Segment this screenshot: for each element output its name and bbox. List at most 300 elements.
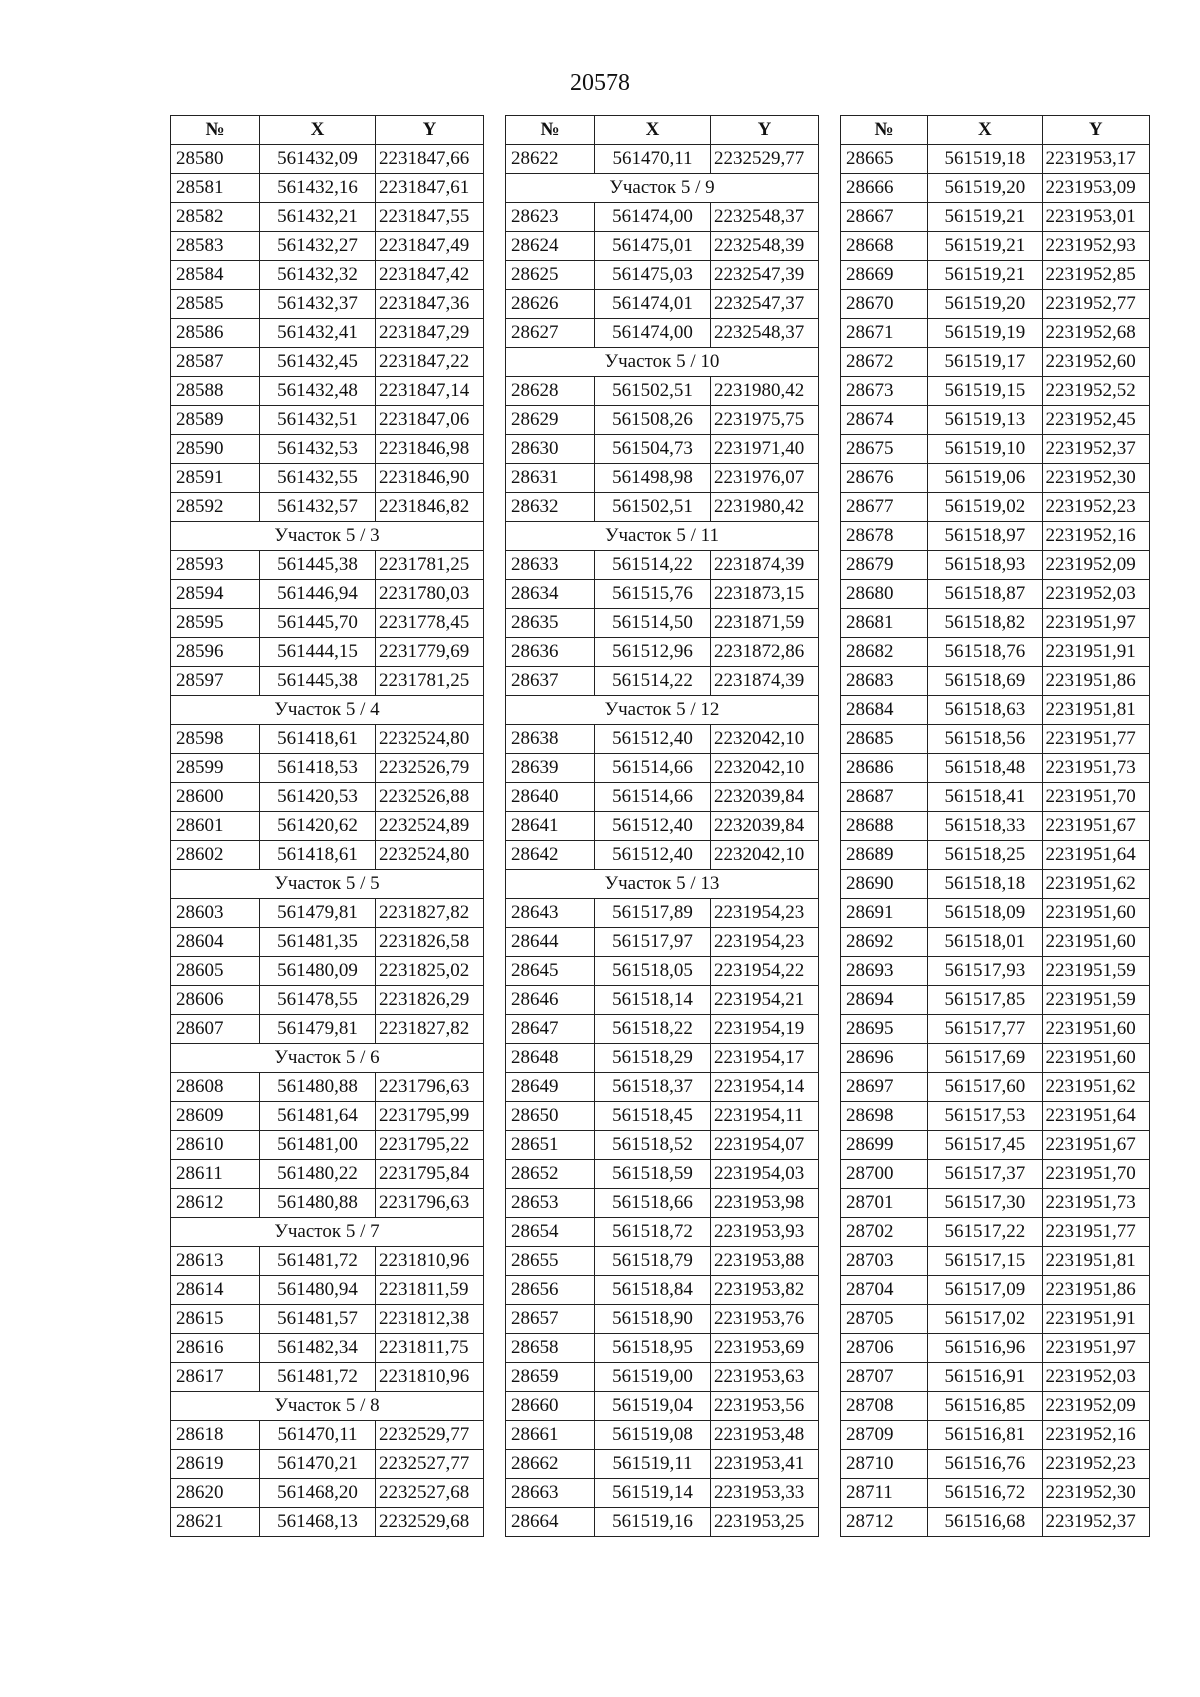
- point-number: 28670: [841, 290, 928, 319]
- y-coordinate: 2231811,75: [376, 1334, 484, 1363]
- section-label: Участок 5 / 12: [506, 696, 819, 725]
- y-coordinate: 2231951,70: [1042, 783, 1149, 812]
- x-coordinate: 561432,27: [260, 232, 376, 261]
- x-coordinate: 561515,76: [595, 580, 711, 609]
- x-coordinate: 561518,18: [928, 870, 1042, 899]
- point-number: 28710: [841, 1450, 928, 1479]
- point-number: 28688: [841, 812, 928, 841]
- header-x: X: [928, 116, 1042, 145]
- y-coordinate: 2231795,84: [376, 1160, 484, 1189]
- point-number: 28665: [841, 145, 928, 174]
- point-number: 28626: [506, 290, 595, 319]
- y-coordinate: 2231952,60: [1042, 348, 1149, 377]
- x-coordinate: 561517,45: [928, 1131, 1042, 1160]
- table-row: [506, 1160, 819, 1189]
- y-coordinate: 2231796,63: [376, 1189, 484, 1218]
- table-row: [171, 1450, 484, 1479]
- x-coordinate: 561518,97: [928, 522, 1042, 551]
- point-number: 28674: [841, 406, 928, 435]
- table-row: [841, 696, 1150, 725]
- point-number: 28622: [506, 145, 595, 174]
- y-coordinate: 2232529,77: [711, 145, 819, 174]
- table-row: [841, 493, 1150, 522]
- table-row: [171, 203, 484, 232]
- table-row: [841, 551, 1150, 580]
- table-row: [506, 1363, 819, 1392]
- y-coordinate: 2231847,22: [376, 348, 484, 377]
- y-coordinate: 2231810,96: [376, 1363, 484, 1392]
- table-row: [171, 841, 484, 870]
- table-row: [171, 1508, 484, 1537]
- x-coordinate: 561432,57: [260, 493, 376, 522]
- y-coordinate: 2231951,64: [1042, 1102, 1149, 1131]
- x-coordinate: 561481,64: [260, 1102, 376, 1131]
- table-row: [841, 1508, 1150, 1537]
- x-coordinate: 561517,97: [595, 928, 711, 957]
- y-coordinate: 2231953,93: [711, 1218, 819, 1247]
- y-coordinate: 2231827,82: [376, 899, 484, 928]
- section-label: Участок 5 / 13: [506, 870, 819, 899]
- point-number: 28623: [506, 203, 595, 232]
- point-number: 28663: [506, 1479, 595, 1508]
- x-coordinate: 561445,38: [260, 667, 376, 696]
- y-coordinate: 2231951,60: [1042, 928, 1149, 957]
- x-coordinate: 561517,30: [928, 1189, 1042, 1218]
- x-coordinate: 561518,59: [595, 1160, 711, 1189]
- table-row: [171, 1276, 484, 1305]
- point-number: 28679: [841, 551, 928, 580]
- y-coordinate: 2231951,64: [1042, 841, 1149, 870]
- table-row: [841, 1044, 1150, 1073]
- table-row: [841, 522, 1150, 551]
- point-number: 28608: [171, 1073, 260, 1102]
- x-coordinate: 561516,81: [928, 1421, 1042, 1450]
- point-number: 28695: [841, 1015, 928, 1044]
- y-coordinate: 2231951,97: [1042, 1334, 1149, 1363]
- y-coordinate: 2231980,42: [711, 377, 819, 406]
- x-coordinate: 561518,22: [595, 1015, 711, 1044]
- table-row: [171, 493, 484, 522]
- x-coordinate: 561512,96: [595, 638, 711, 667]
- x-coordinate: 561519,08: [595, 1421, 711, 1450]
- y-coordinate: 2231952,03: [1042, 1363, 1149, 1392]
- table-row: [841, 1189, 1150, 1218]
- y-coordinate: 2231951,73: [1042, 754, 1149, 783]
- table-row: [841, 290, 1150, 319]
- point-number: 28711: [841, 1479, 928, 1508]
- table-row: [506, 609, 819, 638]
- y-coordinate: 2231953,88: [711, 1247, 819, 1276]
- table-row: [171, 1160, 484, 1189]
- table-row: [506, 1276, 819, 1305]
- x-coordinate: 561519,20: [928, 174, 1042, 203]
- section-row: [506, 522, 819, 551]
- x-coordinate: 561518,79: [595, 1247, 711, 1276]
- point-number: 28631: [506, 464, 595, 493]
- x-coordinate: 561514,66: [595, 754, 711, 783]
- table-row: [841, 435, 1150, 464]
- header-x: X: [595, 116, 711, 145]
- section-label: Участок 5 / 8: [171, 1392, 484, 1421]
- table-row: [171, 1189, 484, 1218]
- section-row: [506, 696, 819, 725]
- y-coordinate: 2232547,39: [711, 261, 819, 290]
- y-coordinate: 2232524,80: [376, 841, 484, 870]
- point-number: 28638: [506, 725, 595, 754]
- y-coordinate: 2231847,66: [376, 145, 484, 174]
- point-number: 28675: [841, 435, 928, 464]
- x-coordinate: 561481,35: [260, 928, 376, 957]
- x-coordinate: 561512,40: [595, 812, 711, 841]
- x-coordinate: 561444,15: [260, 638, 376, 667]
- point-number: 28592: [171, 493, 260, 522]
- x-coordinate: 561475,03: [595, 261, 711, 290]
- y-coordinate: 2231874,39: [711, 667, 819, 696]
- x-coordinate: 561480,94: [260, 1276, 376, 1305]
- point-number: 28634: [506, 580, 595, 609]
- table-row: [506, 1450, 819, 1479]
- y-coordinate: 2231826,29: [376, 986, 484, 1015]
- x-coordinate: 561519,06: [928, 464, 1042, 493]
- x-coordinate: 561517,93: [928, 957, 1042, 986]
- point-number: 28658: [506, 1334, 595, 1363]
- x-coordinate: 561432,09: [260, 145, 376, 174]
- point-number: 28633: [506, 551, 595, 580]
- x-coordinate: 561479,81: [260, 899, 376, 928]
- table-row: [171, 957, 484, 986]
- x-coordinate: 561519,04: [595, 1392, 711, 1421]
- point-number: 28701: [841, 1189, 928, 1218]
- x-coordinate: 561480,09: [260, 957, 376, 986]
- x-coordinate: 561502,51: [595, 377, 711, 406]
- table-row: [841, 870, 1150, 899]
- coord-table-2: [505, 115, 819, 1537]
- y-coordinate: 2232524,80: [376, 725, 484, 754]
- point-number: 28699: [841, 1131, 928, 1160]
- y-coordinate: 2232039,84: [711, 812, 819, 841]
- x-coordinate: 561512,40: [595, 841, 711, 870]
- y-coordinate: 2231952,45: [1042, 406, 1149, 435]
- x-coordinate: 561470,11: [260, 1421, 376, 1450]
- x-coordinate: 561432,45: [260, 348, 376, 377]
- table-row: [171, 609, 484, 638]
- point-number: 28686: [841, 754, 928, 783]
- table-row: [171, 1305, 484, 1334]
- table-row: [171, 551, 484, 580]
- y-coordinate: 2231951,70: [1042, 1160, 1149, 1189]
- point-number: 28700: [841, 1160, 928, 1189]
- table-row: [841, 1247, 1150, 1276]
- section-label: Участок 5 / 6: [171, 1044, 484, 1073]
- x-coordinate: 561480,22: [260, 1160, 376, 1189]
- y-coordinate: 2231951,62: [1042, 1073, 1149, 1102]
- point-number: 28589: [171, 406, 260, 435]
- table-row: [841, 174, 1150, 203]
- table-row: [841, 638, 1150, 667]
- point-number: 28689: [841, 841, 928, 870]
- table-row: [841, 261, 1150, 290]
- point-number: 28598: [171, 725, 260, 754]
- table-row: [506, 551, 819, 580]
- point-number: 28604: [171, 928, 260, 957]
- section-label: Участок 5 / 7: [171, 1218, 484, 1247]
- y-coordinate: 2231952,30: [1042, 464, 1149, 493]
- point-number: 28610: [171, 1131, 260, 1160]
- y-coordinate: 2231951,59: [1042, 957, 1149, 986]
- x-coordinate: 561518,82: [928, 609, 1042, 638]
- table-row: [171, 928, 484, 957]
- x-coordinate: 561518,66: [595, 1189, 711, 1218]
- y-coordinate: 2231975,75: [711, 406, 819, 435]
- point-number: 28637: [506, 667, 595, 696]
- y-coordinate: 2231953,33: [711, 1479, 819, 1508]
- x-coordinate: 561517,02: [928, 1305, 1042, 1334]
- x-coordinate: 561418,61: [260, 841, 376, 870]
- point-number: 28629: [506, 406, 595, 435]
- y-coordinate: 2231954,21: [711, 986, 819, 1015]
- point-number: 28651: [506, 1131, 595, 1160]
- y-coordinate: 2231951,97: [1042, 609, 1149, 638]
- x-coordinate: 561432,32: [260, 261, 376, 290]
- table-row: [171, 435, 484, 464]
- point-number: 28692: [841, 928, 928, 957]
- y-coordinate: 2231811,59: [376, 1276, 484, 1305]
- header-row: [841, 116, 1150, 145]
- table-row: [506, 1044, 819, 1073]
- point-number: 28621: [171, 1508, 260, 1537]
- section-row: [171, 1218, 484, 1247]
- x-coordinate: 561518,76: [928, 638, 1042, 667]
- point-number: 28678: [841, 522, 928, 551]
- x-coordinate: 561517,53: [928, 1102, 1042, 1131]
- y-coordinate: 2231953,01: [1042, 203, 1149, 232]
- point-number: 28704: [841, 1276, 928, 1305]
- point-number: 28630: [506, 435, 595, 464]
- table-row: [841, 1305, 1150, 1334]
- x-coordinate: 561432,37: [260, 290, 376, 319]
- y-coordinate: 2231953,63: [711, 1363, 819, 1392]
- point-number: 28639: [506, 754, 595, 783]
- table-row: [506, 1305, 819, 1334]
- table-row: [506, 145, 819, 174]
- point-number: 28661: [506, 1421, 595, 1450]
- point-number: 28671: [841, 319, 928, 348]
- x-coordinate: 561518,05: [595, 957, 711, 986]
- table-row: [506, 1247, 819, 1276]
- point-number: 28664: [506, 1508, 595, 1537]
- table-row: [841, 145, 1150, 174]
- table-row: [506, 203, 819, 232]
- y-coordinate: 2231952,16: [1042, 1421, 1149, 1450]
- x-coordinate: 561519,02: [928, 493, 1042, 522]
- section-row: [171, 1044, 484, 1073]
- table-row: [841, 928, 1150, 957]
- x-coordinate: 561432,41: [260, 319, 376, 348]
- x-coordinate: 561514,22: [595, 667, 711, 696]
- table-row: [171, 725, 484, 754]
- x-coordinate: 561482,34: [260, 1334, 376, 1363]
- y-coordinate: 2231953,82: [711, 1276, 819, 1305]
- table-row: [506, 1334, 819, 1363]
- x-coordinate: 561481,72: [260, 1363, 376, 1392]
- coord-table-3: [840, 115, 1150, 1537]
- y-coordinate: 2231952,23: [1042, 1450, 1149, 1479]
- point-number: 28640: [506, 783, 595, 812]
- point-number: 28648: [506, 1044, 595, 1073]
- table-row: [841, 1479, 1150, 1508]
- table-row: [841, 1218, 1150, 1247]
- section-row: [171, 696, 484, 725]
- point-number: 28660: [506, 1392, 595, 1421]
- point-number: 28647: [506, 1015, 595, 1044]
- point-number: 28653: [506, 1189, 595, 1218]
- point-number: 28597: [171, 667, 260, 696]
- y-coordinate: 2232526,79: [376, 754, 484, 783]
- table-row: [841, 377, 1150, 406]
- x-coordinate: 561517,85: [928, 986, 1042, 1015]
- x-coordinate: 561518,90: [595, 1305, 711, 1334]
- x-coordinate: 561517,77: [928, 1015, 1042, 1044]
- table-row: [506, 1218, 819, 1247]
- table-row: [171, 348, 484, 377]
- section-row: [506, 348, 819, 377]
- table-row: [171, 986, 484, 1015]
- x-coordinate: 561518,52: [595, 1131, 711, 1160]
- y-coordinate: 2231778,45: [376, 609, 484, 638]
- table-row: [841, 754, 1150, 783]
- point-number: 28588: [171, 377, 260, 406]
- table-row: [171, 464, 484, 493]
- y-coordinate: 2231954,11: [711, 1102, 819, 1131]
- point-number: 28641: [506, 812, 595, 841]
- table-row: [841, 957, 1150, 986]
- y-coordinate: 2231951,86: [1042, 1276, 1149, 1305]
- y-coordinate: 2231847,36: [376, 290, 484, 319]
- y-coordinate: 2231780,03: [376, 580, 484, 609]
- point-number: 28666: [841, 174, 928, 203]
- x-coordinate: 561518,84: [595, 1276, 711, 1305]
- y-coordinate: 2231846,82: [376, 493, 484, 522]
- table-row: [506, 580, 819, 609]
- y-coordinate: 2232526,88: [376, 783, 484, 812]
- y-coordinate: 2231826,58: [376, 928, 484, 957]
- table-row: [506, 406, 819, 435]
- x-coordinate: 561481,72: [260, 1247, 376, 1276]
- x-coordinate: 561519,11: [595, 1450, 711, 1479]
- x-coordinate: 561498,98: [595, 464, 711, 493]
- table-row: [506, 1102, 819, 1131]
- x-coordinate: 561518,56: [928, 725, 1042, 754]
- y-coordinate: 2232527,77: [376, 1450, 484, 1479]
- y-coordinate: 2232527,68: [376, 1479, 484, 1508]
- table-row: [841, 1015, 1150, 1044]
- point-number: 28668: [841, 232, 928, 261]
- y-coordinate: 2232042,10: [711, 754, 819, 783]
- x-coordinate: 561518,33: [928, 812, 1042, 841]
- y-coordinate: 2231954,03: [711, 1160, 819, 1189]
- point-number: 28607: [171, 1015, 260, 1044]
- x-coordinate: 561518,45: [595, 1102, 711, 1131]
- y-coordinate: 2231953,98: [711, 1189, 819, 1218]
- table-row: [841, 1363, 1150, 1392]
- table-row: [506, 957, 819, 986]
- point-number: 28712: [841, 1508, 928, 1537]
- point-number: 28702: [841, 1218, 928, 1247]
- x-coordinate: 561519,00: [595, 1363, 711, 1392]
- y-coordinate: 2231951,60: [1042, 899, 1149, 928]
- table-row: [171, 1247, 484, 1276]
- table-row: [171, 783, 484, 812]
- x-coordinate: 561480,88: [260, 1189, 376, 1218]
- y-coordinate: 2231825,02: [376, 957, 484, 986]
- x-coordinate: 561518,09: [928, 899, 1042, 928]
- point-number: 28627: [506, 319, 595, 348]
- table-row: [506, 986, 819, 1015]
- x-coordinate: 561518,87: [928, 580, 1042, 609]
- table-row: [506, 1479, 819, 1508]
- x-coordinate: 561518,29: [595, 1044, 711, 1073]
- table-row: [841, 725, 1150, 754]
- x-coordinate: 561446,94: [260, 580, 376, 609]
- x-coordinate: 561516,68: [928, 1508, 1042, 1537]
- x-coordinate: 561502,51: [595, 493, 711, 522]
- table-row: [171, 667, 484, 696]
- point-number: 28583: [171, 232, 260, 261]
- point-number: 28645: [506, 957, 595, 986]
- table-row: [171, 319, 484, 348]
- y-coordinate: 2231953,17: [1042, 145, 1149, 174]
- x-coordinate: 561432,51: [260, 406, 376, 435]
- y-coordinate: 2231873,15: [711, 580, 819, 609]
- y-coordinate: 2231954,19: [711, 1015, 819, 1044]
- y-coordinate: 2231871,59: [711, 609, 819, 638]
- y-coordinate: 2231953,76: [711, 1305, 819, 1334]
- table-row: [171, 1073, 484, 1102]
- point-number: 28642: [506, 841, 595, 870]
- table-row: [506, 1421, 819, 1450]
- point-number: 28617: [171, 1363, 260, 1392]
- point-number: 28687: [841, 783, 928, 812]
- table-row: [171, 1131, 484, 1160]
- table-row: [506, 261, 819, 290]
- point-number: 28624: [506, 232, 595, 261]
- y-coordinate: 2231872,86: [711, 638, 819, 667]
- point-number: 28591: [171, 464, 260, 493]
- x-coordinate: 561481,57: [260, 1305, 376, 1334]
- point-number: 28602: [171, 841, 260, 870]
- y-coordinate: 2232529,77: [376, 1421, 484, 1450]
- y-coordinate: 2231827,82: [376, 1015, 484, 1044]
- x-coordinate: 561519,20: [928, 290, 1042, 319]
- point-number: 28703: [841, 1247, 928, 1276]
- y-coordinate: 2231954,17: [711, 1044, 819, 1073]
- x-coordinate: 561514,66: [595, 783, 711, 812]
- table-row: [171, 174, 484, 203]
- point-number: 28681: [841, 609, 928, 638]
- point-number: 28596: [171, 638, 260, 667]
- point-number: 28619: [171, 1450, 260, 1479]
- table-row: [171, 1363, 484, 1392]
- y-coordinate: 2231846,98: [376, 435, 484, 464]
- section-label: Участок 5 / 10: [506, 348, 819, 377]
- y-coordinate: 2231952,37: [1042, 1508, 1149, 1537]
- section-row: [506, 870, 819, 899]
- section-row: [171, 870, 484, 899]
- y-coordinate: 2231847,14: [376, 377, 484, 406]
- table-row: [171, 261, 484, 290]
- x-coordinate: 561512,40: [595, 725, 711, 754]
- point-number: 28696: [841, 1044, 928, 1073]
